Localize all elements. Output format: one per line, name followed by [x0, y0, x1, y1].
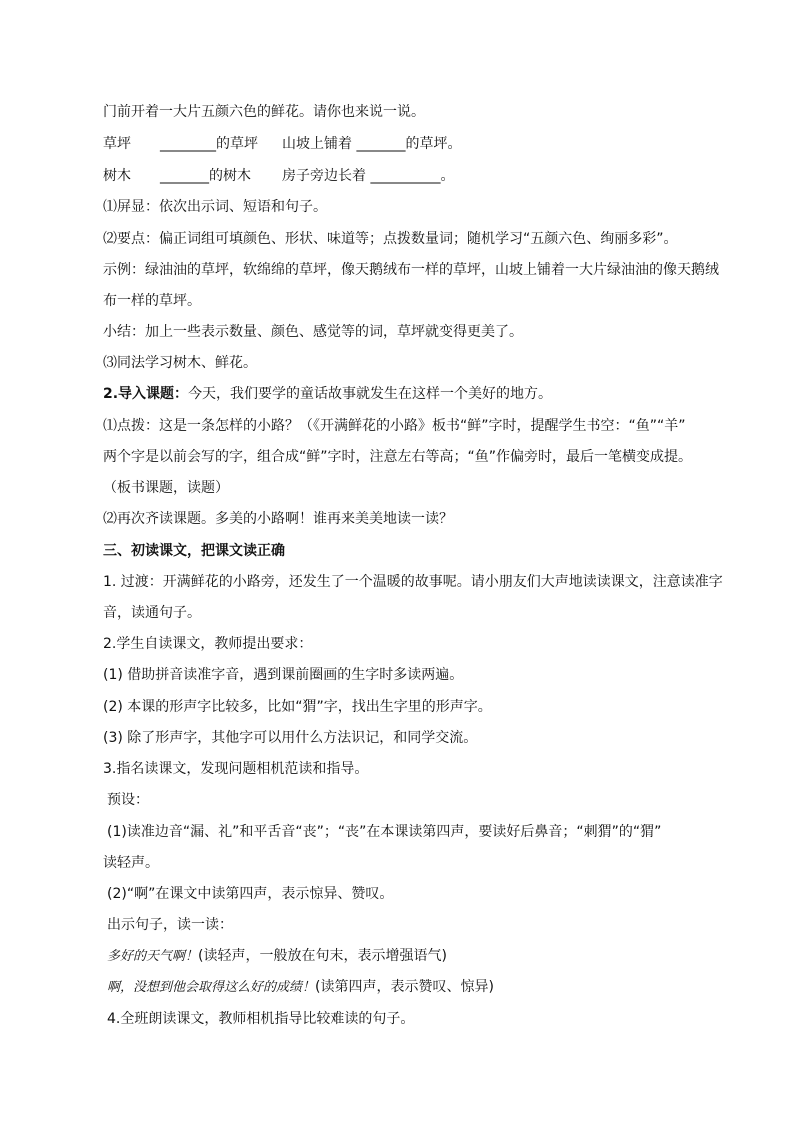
text-line: 3.指名读课文，发现问题相机范读和指导。	[103, 761, 369, 777]
section-label: 2.导入课题：	[103, 386, 189, 402]
text-line: ⑶同法学习树木、鲜花。	[103, 355, 257, 371]
blank-lawn: ________的草坪	[160, 136, 258, 152]
blank-house: 房子旁边长着 __________。	[282, 168, 455, 184]
text-line: 出示句子，读一读：	[107, 917, 233, 933]
section-intro-title	[103, 384, 552, 404]
list-item: (1) 借助拼音读准字音，遇到课前圈画的生字时多读两遍。	[103, 667, 464, 683]
blank-trees: _______的树木	[160, 168, 251, 184]
text-line: 音，读通句子。	[103, 605, 201, 621]
text-line: 两个字是以前会写的字，组合成“鲜”字时，注意左右等高；“鱼”作偏旁时，最后一笔横变成提。	[103, 449, 693, 465]
section-heading: 三、初读课文，把课文读正确	[103, 543, 285, 559]
text-line: 布一样的草坪。	[103, 293, 201, 309]
text-line: ⑵再次齐读课题。多美的小路啊！谁再来美美地读一读？	[103, 511, 453, 527]
text-line: ⑵要点：偏正词组可填颜色、形状、味道等；点拨数量词；随机学习“五颜六色、绚丽多彩”。	[103, 231, 678, 247]
text-line: 示例：绿油油的草坪，软绵绵的草坪，像天鹅绒布一样的草坪，山坡上铺着一大片绿油油的像天鹅绒	[103, 262, 719, 278]
word-lawn: 草坪	[103, 136, 131, 152]
example-sentence	[107, 977, 494, 998]
example-note: (读轻声，一般放在句末，表示增强语气)	[198, 948, 447, 964]
text-line: 4.全班朗读课文，教师相机指导比较难读的句子。	[107, 1011, 415, 1027]
example-text: 多好的天气啊！	[107, 949, 199, 964]
list-item: (2) 本课的形声字比较多，比如“猬”字，找出生字里的形声字。	[103, 699, 492, 715]
text-line: 预设：	[107, 792, 149, 808]
example-sentence	[107, 946, 447, 967]
section-text: 今天，我们要学的童话故事就发生在这样一个美好的地方。	[188, 386, 553, 402]
list-item: (3) 除了形声字，其他字可以用什么方法识记，和同学交流。	[103, 730, 478, 746]
text-line: 小结：加上一些表示数量、颜色、感觉等的词，草坪就变得更美了。	[103, 324, 523, 340]
example-note: (读第四声，表示赞叹、惊异)	[315, 979, 494, 995]
blank-hillside: 山坡上铺着 _______的草坪。	[282, 136, 462, 152]
text-line: 读轻声。	[103, 855, 159, 871]
example-text: 啊，没想到他会取得这么好的成绩！	[107, 980, 316, 995]
text-line: ⑴屏显：依次出示词、短语和句子。	[103, 199, 327, 215]
text-line: 2.学生自读课文，教师提出要求：	[103, 636, 313, 652]
text-line: （板书课题，读题）	[103, 480, 229, 496]
text-line: 1. 过渡：开满鲜花的小路旁，还发生了一个温暖的故事呢。请小朋友们大声地读读课文，注意读准字	[103, 574, 723, 590]
text-line: 门前开着一大片五颜六色的鲜花。请你也来说一说。	[103, 104, 425, 120]
list-item: (1)读准边音“漏、礼”和平舌音“丧”；“丧”在本课读第四声，要读好后鼻音；“刺猬”的“猬”	[107, 824, 662, 840]
word-trees: 树木	[103, 168, 131, 184]
list-item: (2)“啊”在课文中读第四声，表示惊异、赞叹。	[107, 886, 394, 902]
text-line: ⑴点拨：这是一条怎样的小路？（《开满鲜花的小路》板书“鲜”字时，提醒学生书空：“鱼”“羊”	[103, 418, 686, 434]
